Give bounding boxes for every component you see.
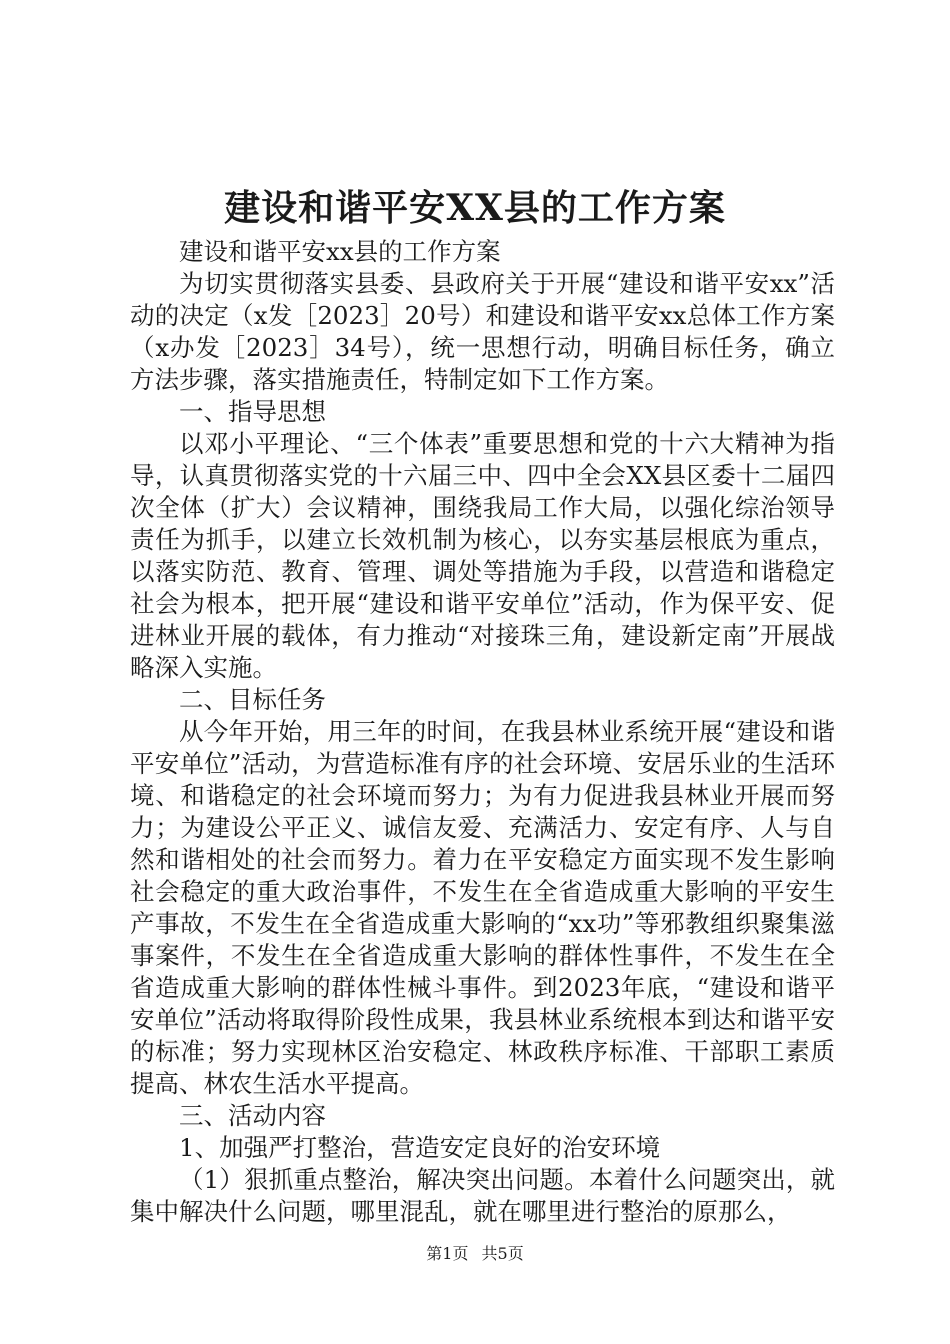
page-total: 共5页 [481, 1244, 524, 1263]
paragraph-intro: 为切实贯彻落实县委、县政府关于开展“建设和谐平安xx”活动的决定（x发［2023］20号）和建设和谐平安xx总体工作方案（x办发［2023］34号），统一思想行动，明确目标任务，确立方法步骤，落实措施责任，特制定如下工作方案。 [130, 269, 835, 394]
section-heading-goals: 二、目标任务 [179, 685, 326, 714]
paragraph-guiding-thought: 以邓小平理论、“三个体表”重要思想和党的十六大精神为指导，认真贯彻落实党的十六届三中、四中全会XX县区委十二届四次全体（扩大）会议精神，围绕我局工作大局，以强化综治领导责任为抓手，以建立长效机制为核心，以夯实基层根底为重点，以落实防范、教育、管理、调处等措施为手段，以营造和谐稳定社会为根本，把开展“建设和谐平安单位”活动，作为保平安、促进林业开展的载体，有力推动“对接珠三角，建设新定南”开展战略深入实施。 [130, 429, 835, 682]
section-heading-guiding-thought: 一、指导思想 [179, 397, 326, 426]
paragraph-item-1: （1）狠抓重点整治，解决突出问题。本着什么问题突出，就集中解决什么问题，哪里混乱，就在哪里进行整治的原那么， [130, 1165, 835, 1226]
document-body [130, 236, 835, 1228]
document-title: 建设和谐平安XX县的工作方案 [224, 187, 726, 229]
page-footer [0, 1242, 950, 1266]
paragraph-goals: 从今年开始，用三年的时间，在我县林业系统开展“建设和谐平安单位”活动，为营造标准有序的社会环境、安居乐业的生活环境、和谐稳定的社会环境而努力；为有力促进我县林业开展而努力；为建设公平正义、诚信友爱、充满活力、安定有序、人与自然和谐相处的社会而努力。着力在平安稳定方面实现不发生影响社会稳定的重大政治事件，不发生在全省造成重大影响的平安生产事故，不发生在全省造成重大影响的“xx功”等邪教组织聚集滋事案件，不发生在全省造成重大影响的群体性事件，不发生在全省造成重大影响的群体性械斗事件。到2023年底，“建设和谐平安单位”活动将取得阶段性成果，我县林业系统根本到达和谐平安的标准；努力实现林区治安稳定、林政秩序标准、干部职工素质提高、林农生活水平提高。 [130, 717, 835, 1098]
subsection-heading-1: 1、加强严打整治，营造安定良好的治安环境 [179, 1133, 661, 1162]
paragraph-subtitle: 建设和谐平安xx县的工作方案 [179, 237, 501, 266]
page-number: 第1页 [426, 1244, 469, 1263]
section-heading-activities: 三、活动内容 [179, 1101, 326, 1130]
